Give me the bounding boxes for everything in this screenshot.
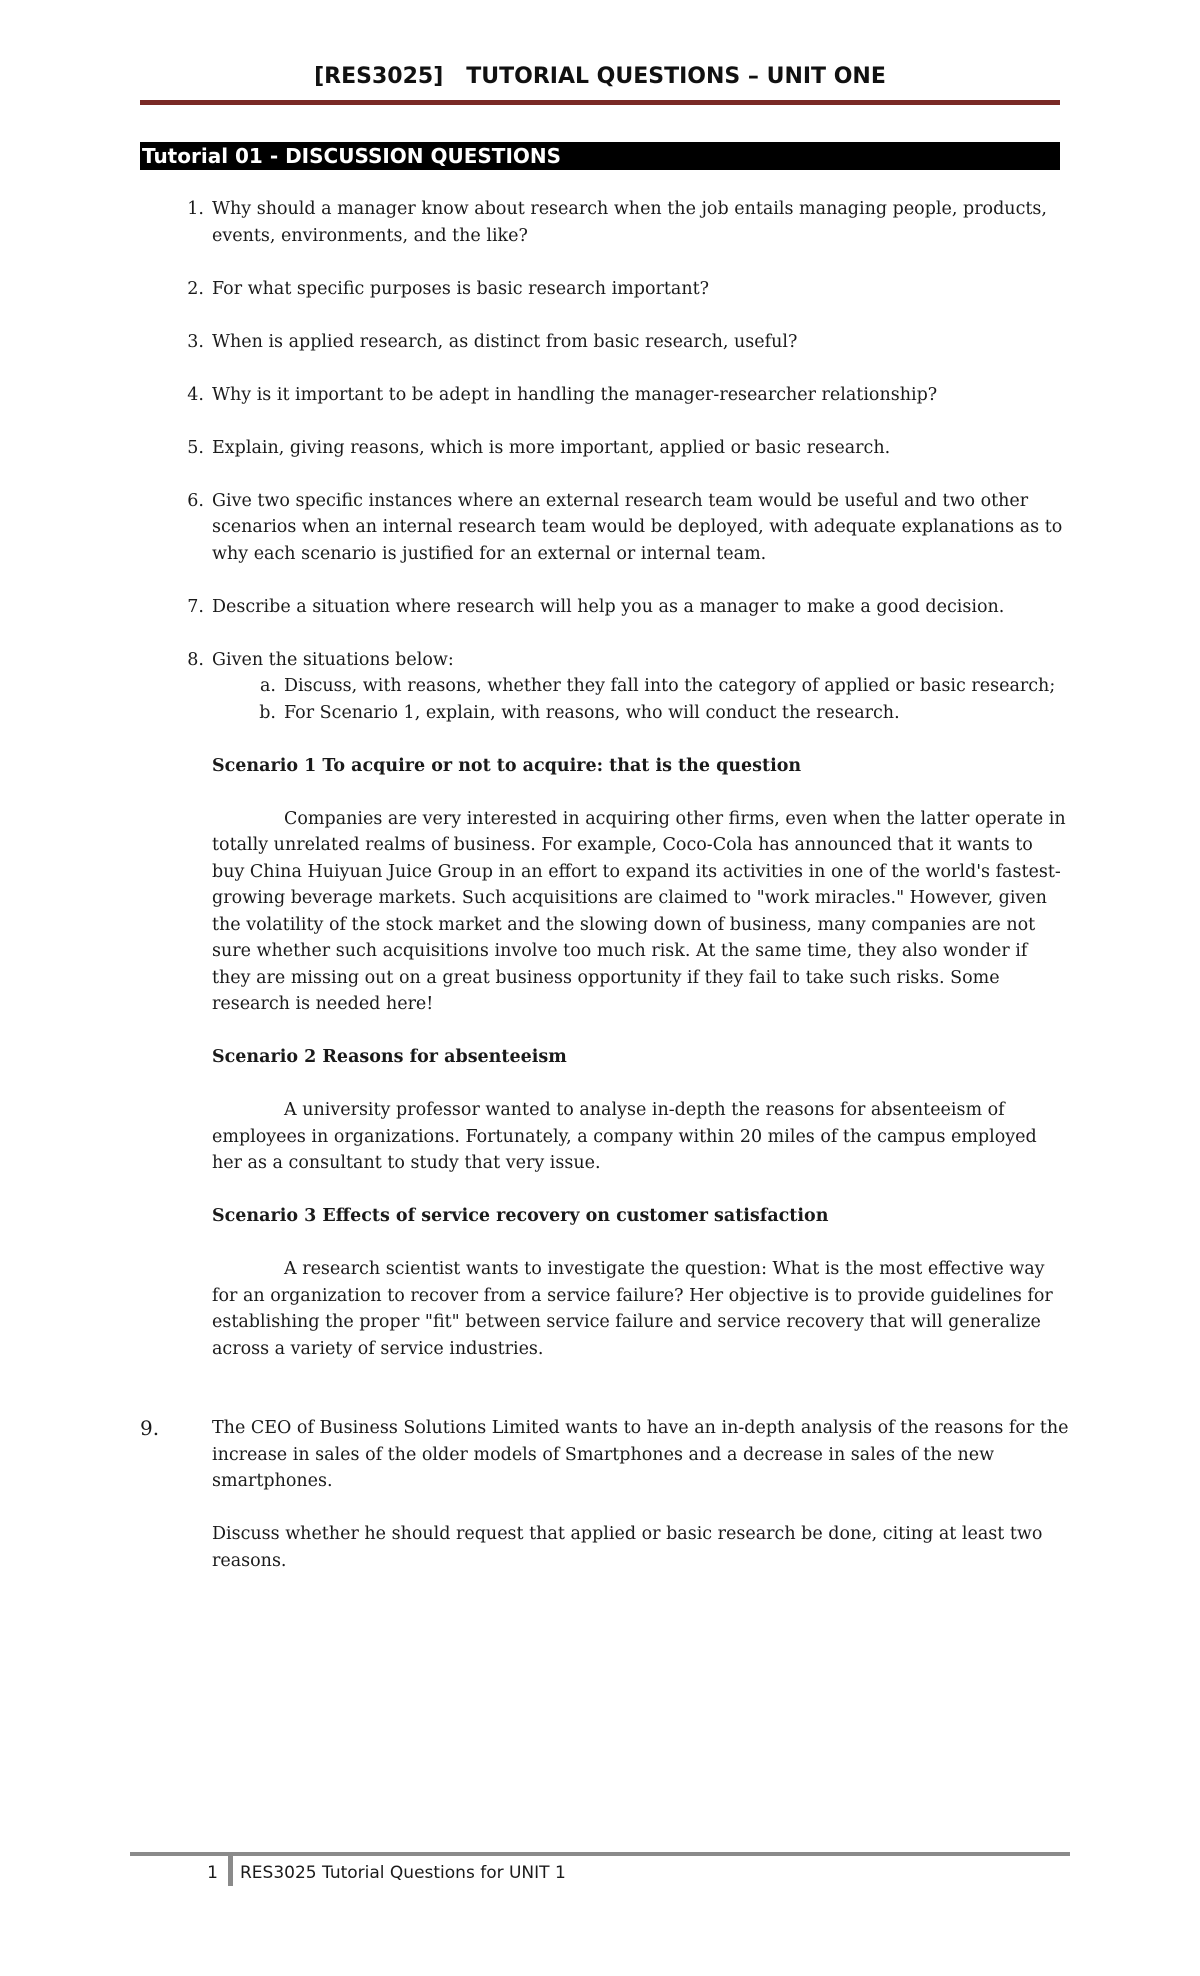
sub-item-label: b. (259, 702, 276, 723)
footer-divider (228, 1856, 233, 1886)
sub-item-a (212, 673, 1070, 700)
scenario-2-body: A university professor wanted to analyse in-depth the reasons for absenteeism of employees in organizations. Fortunately, a company within 20 miles of the campus employed her as a consultant to study that very issue. (212, 1100, 1037, 1173)
question-6 (140, 488, 1070, 568)
question-4 (140, 382, 1070, 409)
question-number: 3. (187, 331, 204, 352)
question-3 (140, 329, 1070, 356)
question-number: 1. (187, 199, 204, 219)
question-text: Explain, giving reasons, which is more important, applied or basic research. (212, 437, 891, 458)
footer-text: RES3025 Tutorial Questions for UNIT 1 (240, 1863, 566, 1883)
question-1 (140, 196, 1070, 249)
question-7 (140, 594, 1070, 621)
question-followup: Discuss whether he should request that applied or basic research be done, citing at least two reasons. (212, 1524, 1043, 1571)
scenario-2-title: Scenario 2 Reasons for absenteeism (212, 1047, 567, 1067)
scenario-3-body: A research scientist wants to investigate the question: What is the most effective way for an organization to recover from a service failure? Her objective is to provide guidelines for establishing the proper "fit" between service failure and service recovery that will generalize across a variety of service industries. (212, 1259, 1053, 1359)
sub-item-text: Discuss, with reasons, whether they fall into the category of applied or basic research; (284, 676, 1056, 696)
question-number: 8. (187, 649, 204, 670)
question-text: Give two specific instances where an external research team would be useful and two other scenarios when an internal research team would be deployed, with adequate explanations as to why each scenario is justified for an external or internal team. (212, 490, 1063, 564)
question-number: 2. (187, 278, 204, 299)
question-number: 5. (187, 437, 204, 458)
header-rule (140, 100, 1060, 105)
page-header: [RES3025] TUTORIAL QUESTIONS – UNIT ONE (314, 64, 886, 89)
question-text: Why is it important to be adept in handling the manager-researcher relationship? (212, 384, 938, 405)
sub-item-label: a. (260, 676, 276, 696)
question-text: Given the situations below: (212, 649, 454, 670)
footer-rule (130, 1852, 1070, 1856)
question-8 (140, 647, 1070, 1363)
scenario-1-body: Companies are very interested in acquiring other firms, even when the latter operate in totally unrelated realms of business. For example, Coco-Cola has announced that it wants to buy China Huiyuan Juice Group in an effort to expand its activities in one of the world's fastest-growing beverage markets. Such acquisitions are claimed to "work miracles." However, given the volatility of the stock market and the slowing down of business, many companies are not sure whether such acquisitions involve too much risk. At the same time, they also wonder if they are missing out on a great business opportunity if they fail to take such risks. Some research is needed here! (212, 808, 1066, 1014)
question-9 (140, 1415, 1070, 1574)
section-title: Tutorial 01 - DISCUSSION QUESTIONS (140, 142, 1060, 170)
scenario-1-title: Scenario 1 To acquire or not to acquire: that is the question (212, 755, 802, 776)
sub-item-b (212, 700, 1070, 727)
question-text: For what specific purposes is basic research important? (212, 278, 710, 299)
question-number: 4. (187, 384, 204, 405)
question-5 (140, 435, 1070, 462)
question-text: The CEO of Business Solutions Limited wants to have an in-depth analysis of the reasons for the increase in sales of the older models of Smartphones and a decrease in sales of the new smartphones. (212, 1418, 1069, 1491)
question-text: When is applied research, as distinct from basic research, useful? (212, 331, 798, 352)
scenario-3-title: Scenario 3 Effects of service recovery on customer satisfaction (212, 1206, 829, 1226)
question-number: 7. (187, 596, 204, 617)
question-2 (140, 276, 1070, 303)
questions-body (140, 196, 1070, 1601)
question-text: Why should a manager know about research when the job entails managing people, products, events, environments, and the like? (212, 199, 1047, 246)
sub-item-text: For Scenario 1, explain, with reasons, who will conduct the research. (284, 702, 900, 723)
question-text: Describe a situation where research will help you as a manager to make a good decision. (212, 596, 1005, 617)
page-number: 1 (207, 1863, 218, 1883)
question-number: 9. (140, 1416, 160, 1440)
question-number: 6. (187, 490, 204, 511)
